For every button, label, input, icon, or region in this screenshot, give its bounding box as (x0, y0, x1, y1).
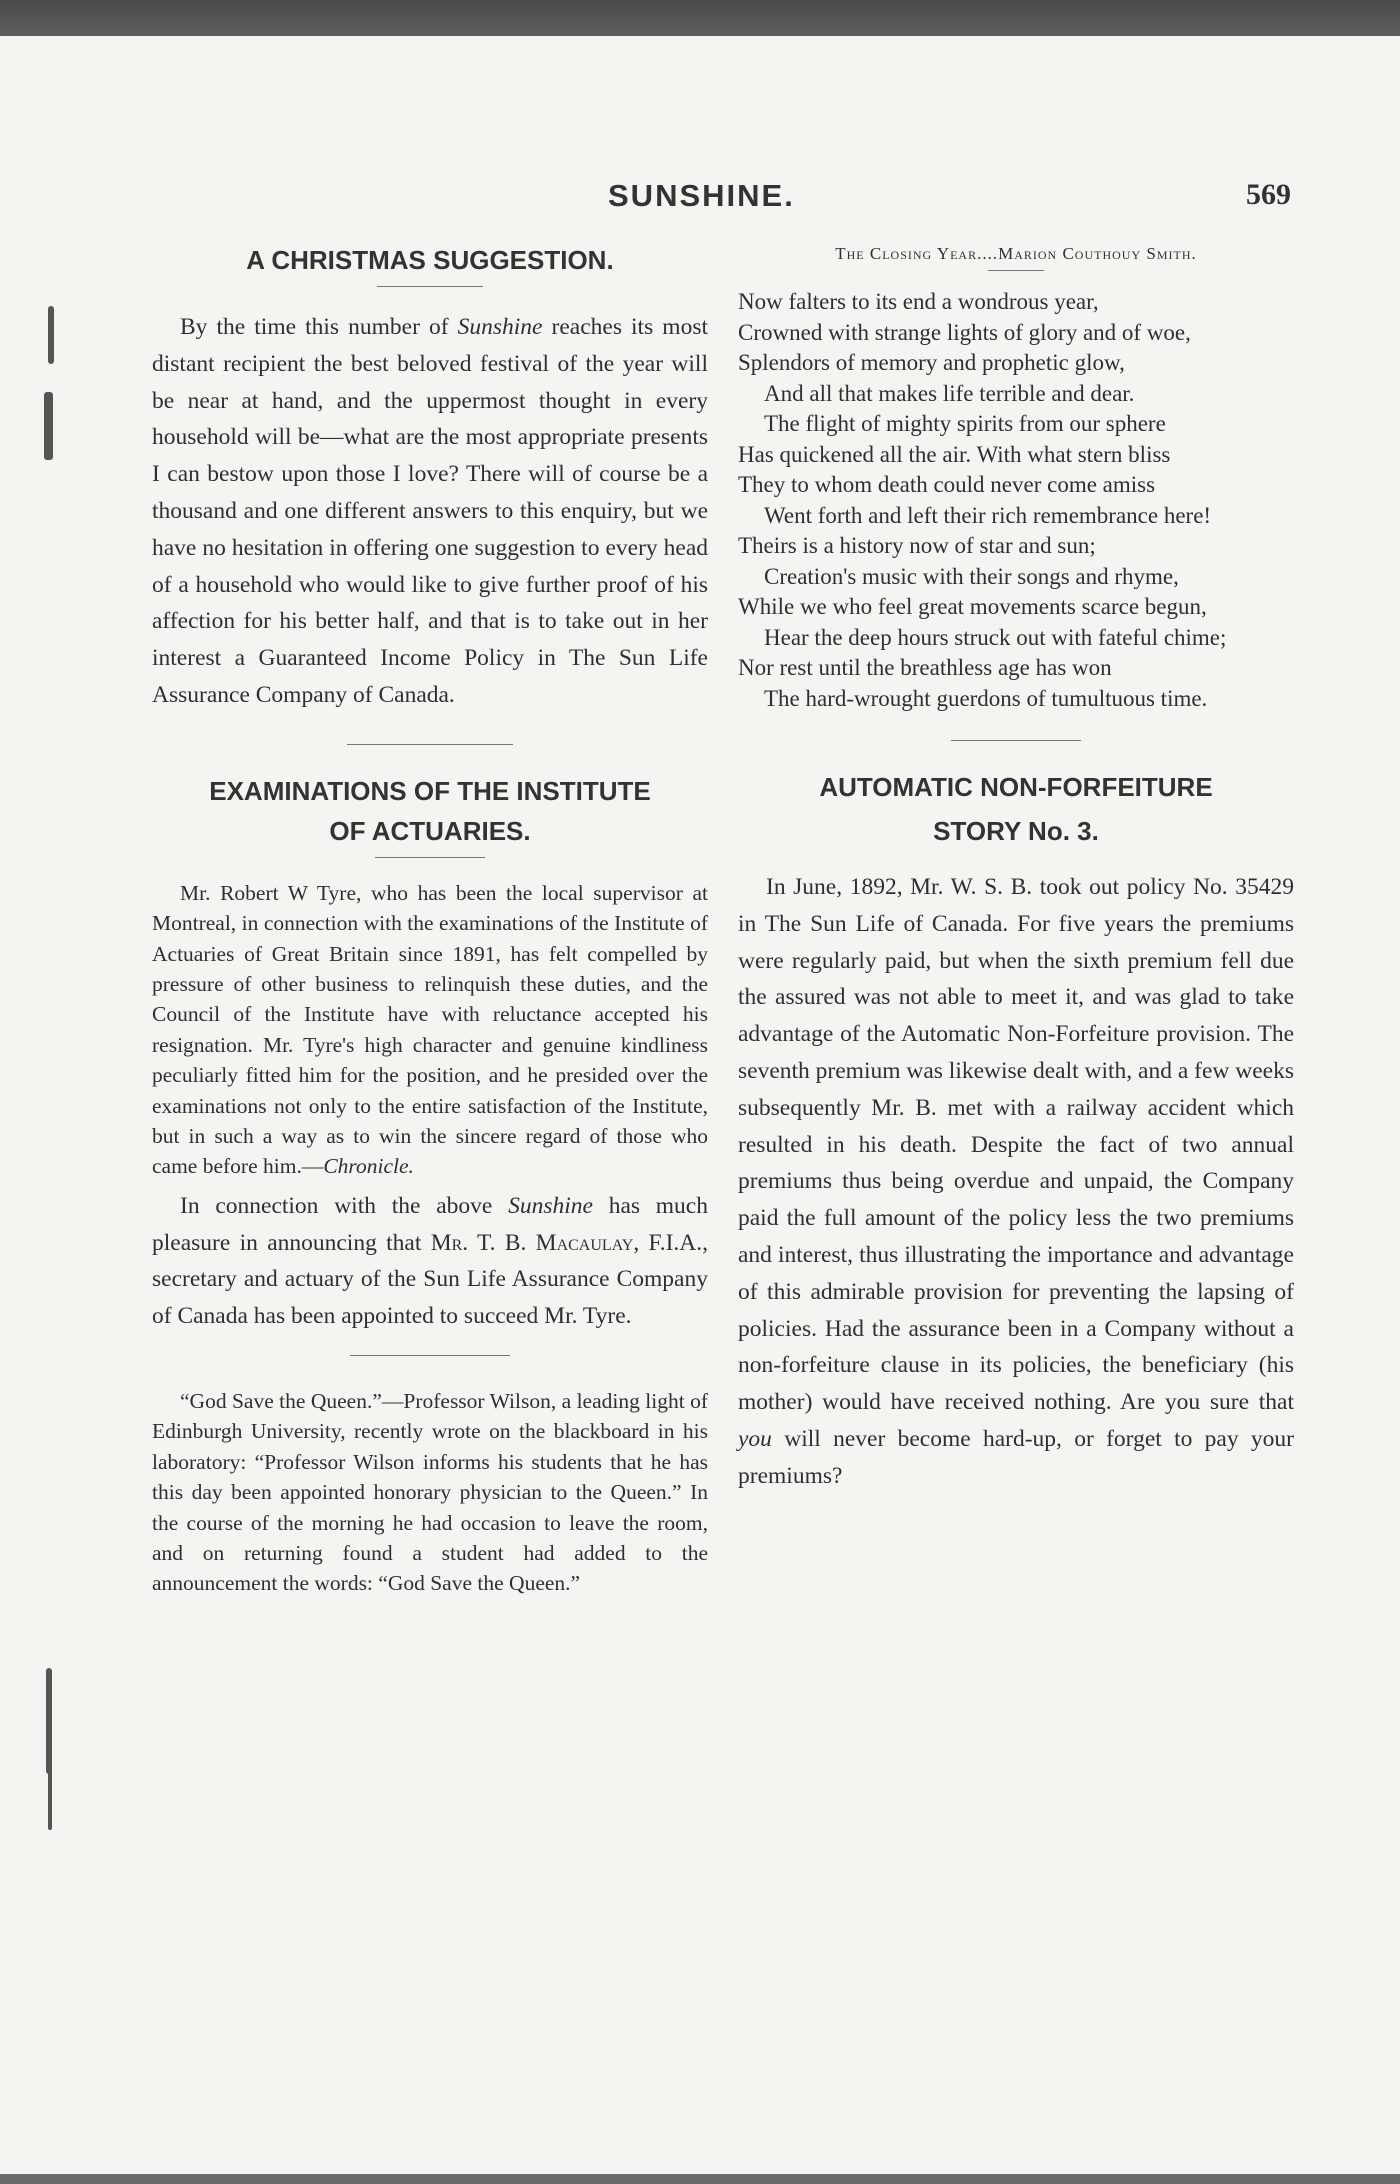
divider (377, 286, 483, 287)
binding-mark (44, 392, 53, 460)
poem-line: Creation's music with their songs and rhyme, (764, 563, 1179, 589)
running-title: SUNSHINE. (608, 178, 795, 213)
article-christmas-suggestion (152, 240, 708, 714)
article-paragraph: In connection with the above Sunshine has much pleasure in announcing that Mr. T. B. Macaulay, F.I.A., secretary and actuary of the Sun Life Assurance Company of Canada has been appointed to succeed Mr. Tyre. (152, 1192, 709, 1330)
binding-mark (48, 306, 54, 364)
poem-line: Has quickened all the air. With what stern bliss (738, 441, 1171, 467)
poem-line: They to whom death could never come amiss (738, 472, 1156, 497)
section-divider (347, 744, 513, 745)
poem-line: Nor rest until the breathless age has won (738, 655, 1112, 680)
scan-top-border (0, 0, 1400, 36)
poem-line: Splendors of memory and prophetic glow, (738, 350, 1125, 375)
page-header (0, 178, 1400, 218)
poem-line: The hard-wrought guerdons of tumultuous time. (764, 685, 1208, 711)
article-paragraph: By the time this number of Sunshine reaches its most distant recipient the best beloved festival of the year will be near at hand, and the uppermost thought in every household will be—what are the most appropriate presents I can bestow upon those I love? There will of course be a thousand and one different answers to this enquiry, but we have no hesitation in offering one suggestion to every head of a household who would like to give further proof of his affection for his better half, and that is to take out in her interest a Guaranteed Income Policy in The Sun Life Assurance Company of Canada. (152, 314, 708, 708)
poem-byline: The Closing Year....Marion Couthouy Smith. (835, 244, 1197, 263)
poem-body (738, 287, 1294, 714)
section-divider (350, 1355, 510, 1356)
left-column (152, 240, 708, 1599)
divider (375, 857, 485, 858)
poem-line: While we who feel great movements scarce begun, (738, 594, 1207, 619)
page-number: 569 (1246, 178, 1291, 211)
article-paragraph: In June, 1892, Mr. W. S. B. took out policy No. 35429 in The Sun Life of Canada. For five years the premiums were regularly paid, but when the sixth premium fell due the assured was not able to meet it, and was glad to take advantage of the Automatic Non-Forfeiture provision. The seventh premium was likewise dealt with, and a few weeks subsequently Mr. B. met with a railway accident which resulted in his death. Despite the fact of two annual premiums thus being overdue and unpaid, the Company paid the full amount of the policy less the two premiums and interest, thus illustrating the importance and advantage of this admirable provision for preventing the lapsing of policies. Had the assurance been in a Company without a non-forfeiture clause in its policies, the beneficiary (his mother) would have received nothing. Are you sure that you will never become hard-up, or forget to pay your premiums? (738, 874, 1295, 1489)
scan-bottom-border (0, 2174, 1400, 2184)
poem-line: Crowned with strange lights of glory and of woe, (738, 319, 1191, 345)
right-column (738, 240, 1294, 1495)
divider (988, 270, 1044, 271)
article-title: EXAMINATIONS OF THE INSTITUTE OF ACTUARIES. (209, 775, 651, 846)
article-examinations (152, 771, 708, 1335)
poem-line: Now falters to its end a wondrous year, (738, 289, 1099, 314)
poem-line: Hear the deep hours struck out with fateful chime; (764, 624, 1227, 650)
article-god-save-the-queen (152, 1386, 708, 1599)
article-automatic-non-forfeiture (738, 765, 1294, 1495)
poem-line: The flight of mighty spirits from our sphere (764, 411, 1166, 436)
article-paragraph: “God Save the Queen.”—Professor Wilson, a leading light of Edinburgh University, recently wrote on the blackboard in his laboratory: “Professor Wilson informs his students that he has this day been appointed honorary physician to the Queen.” In the course of the morning he had occasion to leave the room, and on returning found a student had added to the announcement the words: “God Save the Queen.” (152, 1389, 708, 1596)
poem-line: Went forth and left their rich remembrance here! (764, 502, 1212, 528)
article-paragraph: Mr. Robert W Tyre, who has been the local supervisor at Montreal, in connection with the examinations of the Institute of Actuaries of Great Britain since 1891, has felt compelled by pressure of other business to relinquish these duties, and the Council of the Institute have with reluctance accepted his resignation. Mr. Tyre's high character and genuine kindliness peculiarly fitted him for the position, and he presided over the examinations not only to the entire satisfaction of the Institute, but in such a way as to win the sincere regard of those who came before him.—Chronicle. (152, 880, 708, 1179)
binding-mark (48, 1750, 52, 1830)
poem-line: Theirs is a history now of star and sun; (738, 533, 1096, 558)
article-title: AUTOMATIC NON-FORFEITURE STORY No. 3. (819, 772, 1213, 846)
poem-the-closing-year (738, 240, 1294, 714)
section-divider (951, 740, 1081, 741)
article-title: A CHRISTMAS SUGGESTION. (246, 245, 614, 275)
poem-line: And all that makes life terrible and dear. (764, 380, 1135, 406)
